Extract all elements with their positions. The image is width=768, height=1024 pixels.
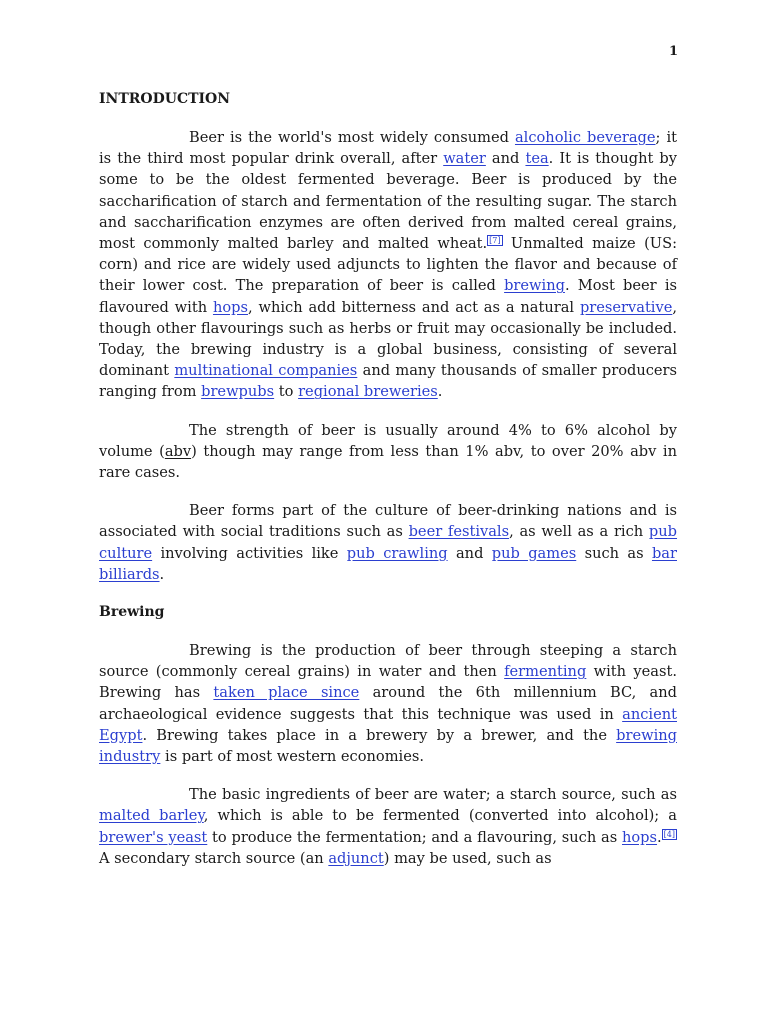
intro-paragraph-1: [99, 127, 677, 403]
link-taken-place-since[interactable]: taken place since: [213, 684, 360, 702]
text-run: . Brewing takes place in a brewery by a brewer, and the: [142, 726, 617, 744]
text-run: to: [274, 383, 299, 401]
text-run: .: [657, 828, 662, 846]
text-run: The strength of beer is usually around 4% to 6% alcohol by volume (: [99, 421, 677, 460]
link-brewing-industry[interactable]: brewing industry: [99, 726, 677, 766]
text-run: with yeast. Brewing has: [99, 663, 677, 702]
link-pub-crawling[interactable]: pub crawling: [346, 544, 448, 562]
text-run: . Most beer is flavoured with: [99, 277, 678, 316]
link-brewpubs[interactable]: brewpubs: [201, 383, 275, 401]
text-run: ; it is the third most popular drink overall, after: [99, 129, 677, 168]
text-run: around the 6th millennium BC, and archaeological evidence suggests that this technique was used in: [99, 684, 677, 723]
link-water[interactable]: water: [443, 150, 486, 168]
text-run: .: [437, 383, 443, 401]
text-run: The basic ingredients of beer are water; a starch source, such as: [189, 786, 677, 804]
text-run: Brewing is the production of beer through steeping a starch source (commonly cereal grains) in water and then: [99, 642, 677, 681]
link-fermenting[interactable]: fermenting: [504, 663, 587, 681]
text-run: , which add bitterness and act as a natural: [247, 298, 580, 316]
link-alcoholic-beverage[interactable]: alcoholic beverage: [514, 129, 656, 146]
link-multinational-companies[interactable]: multinational companies: [174, 362, 358, 380]
text-run: Beer is the world's most widely consumed: [189, 129, 515, 146]
text-run: involving activities like: [152, 544, 347, 562]
text-run: , though other flavourings such as herbs or fruit may occasionally be included. Today, the brewing industry is a global business, consisting of several dominant: [99, 298, 677, 380]
link-pub-games[interactable]: pub games: [491, 544, 577, 562]
link-ancient-egypt[interactable]: ancient Egypt: [99, 705, 677, 744]
text-run: .: [159, 565, 165, 583]
text-run: , which is able to be fermented (converted into alcohol); a: [203, 807, 677, 825]
section-heading-introduction: INTRODUCTION: [99, 91, 231, 107]
text-run: Beer forms part of the culture of beer-drinking nations and is associated with social traditions such as: [99, 502, 677, 541]
link-pub-culture[interactable]: pub culture: [99, 523, 678, 562]
link-adjunct[interactable]: adjunct: [328, 849, 384, 867]
text-run: and: [447, 544, 492, 562]
text-run: . It is thought by some to be the oldest fermented beverage. Beer is produced by the saccharification of starch and fermentation of the resulting sugar. The starch and saccharification enzymes are often derived from malted cereal grains, most commonly malted barley and malted wheat.: [99, 150, 677, 253]
link-brewers-yeast[interactable]: brewer's yeast: [99, 828, 208, 846]
intro-paragraph-2: [99, 420, 677, 484]
text-run: is part of most western economies.: [160, 748, 424, 766]
link-hops[interactable]: hops: [212, 298, 248, 316]
text-run: , as well as a rich: [509, 523, 649, 541]
text-run: ) though may range from less than 1% abv, to over 20% abv in rare cases.: [99, 442, 677, 482]
section-heading-brewing: Brewing: [99, 604, 165, 621]
text-run: ) may be used, such as: [383, 849, 552, 867]
link-hops-2[interactable]: hops: [621, 828, 658, 846]
document-body: [99, 89, 677, 869]
text-run: to produce the fermentation; and a flavouring, such as: [207, 828, 622, 846]
text-run: such as: [576, 544, 652, 562]
link-beer-festivals[interactable]: beer festivals: [408, 523, 510, 541]
link-malted-barley[interactable]: malted barley: [99, 807, 204, 825]
text-run: A secondary starch source (an: [99, 849, 329, 867]
link-brewing[interactable]: brewing: [504, 277, 565, 295]
link-bar-billiards[interactable]: bar billiards: [99, 544, 677, 583]
intro-paragraph-3: [99, 500, 677, 585]
link-preservative[interactable]: preservative: [579, 298, 673, 316]
text-run: and many thousands of smaller producers ranging from: [99, 362, 678, 401]
link-regional-breweries[interactable]: regional breweries: [298, 383, 438, 401]
brewing-paragraph-1: [99, 640, 677, 767]
citation-ref-7[interactable]: [7]: [489, 236, 501, 246]
link-tea[interactable]: tea: [525, 150, 549, 168]
text-run: and: [485, 150, 526, 168]
abbr-abv[interactable]: abv: [164, 442, 192, 460]
citation-ref-4[interactable]: [4]: [663, 829, 675, 839]
page-number: 1: [668, 44, 678, 59]
brewing-paragraph-2: [99, 784, 677, 869]
text-run: Unmalted maize (US: corn) and rice are widely used adjuncts to lighten the flavor and because of their lower cost. The preparation of beer is called: [99, 235, 677, 295]
